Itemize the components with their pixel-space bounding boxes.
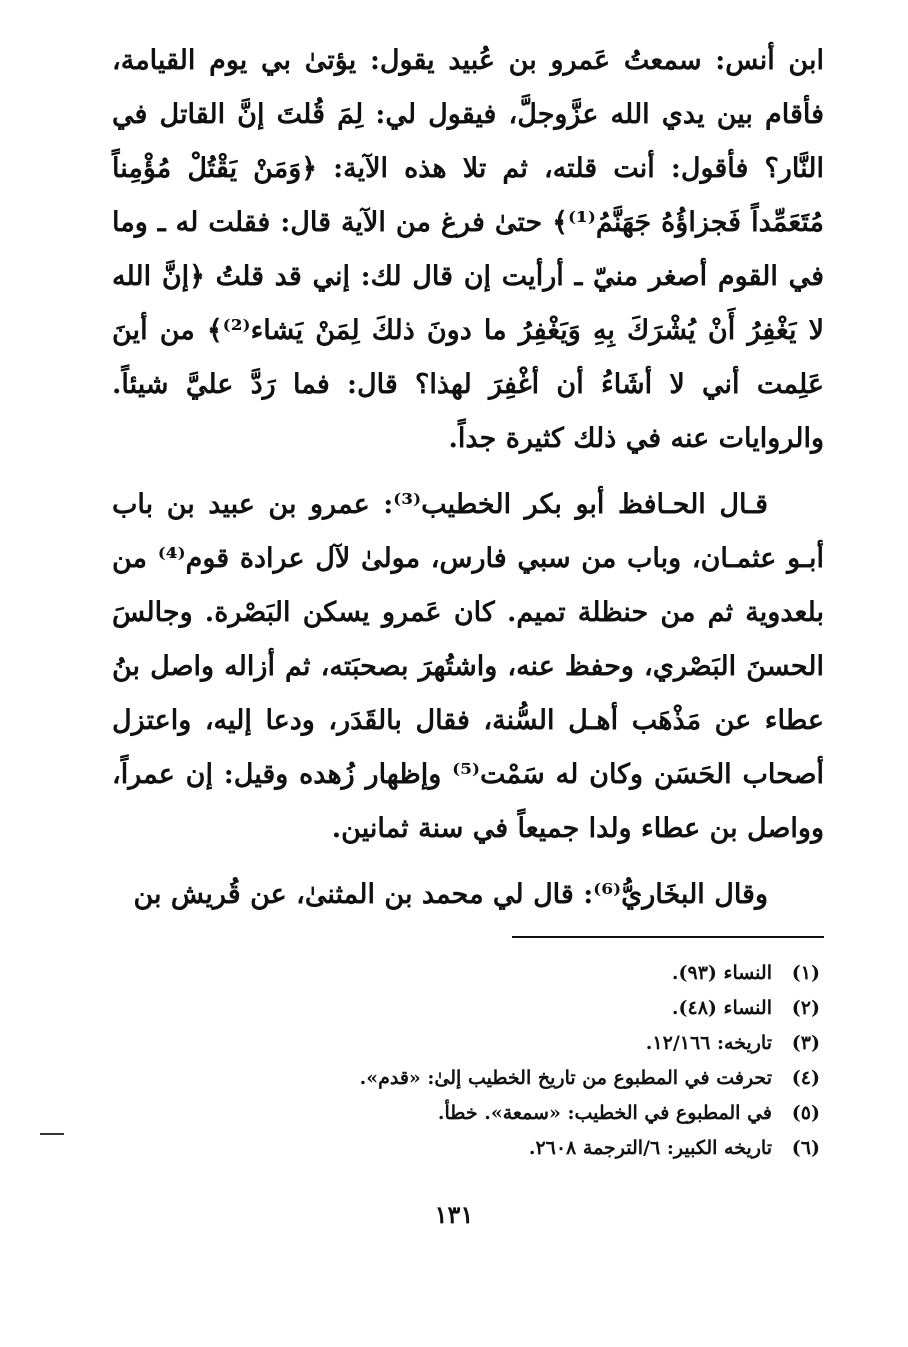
footnote-number: (٢) bbox=[791, 997, 820, 1019]
footnote-6 bbox=[150, 1131, 820, 1166]
footnote-2 bbox=[150, 991, 820, 1026]
footnote-separator bbox=[512, 936, 824, 938]
paragraph-3: وقال البخَاريُّ⁽⁶⁾: قال لي محمد بن المثنىٰ، عن قُريش بن bbox=[133, 879, 768, 910]
footnote-1 bbox=[150, 956, 820, 991]
footnote-number: (١) bbox=[791, 962, 820, 984]
paragraph-2: قـال الحـافظ أبو بكر الخطيب⁽³⁾: عمرو بن عبيد بن باب أبـو عثمـان، وباب من سبي فارس، مولىٰ لآل عرادة قوم⁽⁴⁾ من بلعدوية ثم من حنظلة تميم. كان عَمرو يسكن البَصْرة. وجالسَ الحسنَ البَصْري، وحفظ عنه، واشتُهرَ بصحبَته، ثم أزاله واصل بنُ عطاء عن مَذْهَب أهـل السُّنة، فقال بالقَدَر، ودعا إليه، واعتزل أصحاب الحَسَن وكان له سَمْت⁽⁵⁾ وإظهار زُهده وقيل: إن عمراً، وواصل بن عطاء ولدا جميعاً في سنة ثمانين. bbox=[112, 489, 824, 844]
footnote-text: تاريخه الكبير: ٦/الترجمة ٢٦٠٨. bbox=[528, 1137, 772, 1159]
footnote-number: (٦) bbox=[791, 1137, 820, 1159]
footnote-text: تحرفت في المطبوع من تاريخ الخطيب إلىٰ: «قدم». bbox=[359, 1067, 772, 1089]
footnote-4 bbox=[150, 1061, 820, 1096]
footnotes bbox=[150, 956, 820, 1166]
footnote-text: النساء (٩٣). bbox=[671, 962, 772, 984]
main-text bbox=[112, 34, 824, 922]
footnote-text: النساء (٤٨). bbox=[671, 997, 772, 1019]
footnote-3 bbox=[150, 1026, 820, 1061]
margin-mark bbox=[40, 1133, 64, 1135]
footnote-5 bbox=[150, 1096, 820, 1131]
footnote-number: (٤) bbox=[791, 1067, 820, 1089]
page-number: ١٣١ bbox=[434, 1200, 474, 1229]
footnote-text: في المطبوع في الخطيب: «سمعة». خطأ. bbox=[437, 1102, 772, 1124]
paragraph-1: ابن أنس: سمعتُ عَمرو بن عُبيد يقول: يؤتىٰ بي يوم القيامة، فأقام بين يدي الله عزَّوجلَّ، فيقول لي: لِمَ قُلتَ إنَّ القاتل في النَّار؟ فأقول: أنت قلته، ثم تلا هذه الآية: ﴿وَمَنْ يَقْتُلْ مُؤْمِناً مُتَعَمِّداً فَجزاؤُهُ جَهَنَّمُ⁽¹⁾﴾ حتىٰ فرغ من الآية قال: فقلت له ـ وما في القوم أصغر منيّ ـ أرأيت إن قال لك: إني قد قلتُ ﴿إنَّ الله لا يَغْفِرُ أَنْ يُشْرَكَ بِهِ وَيَغْفِرُ ما دونَ ذلكَ لِمَنْ يَشاء⁽²⁾﴾ من أينَ عَلِمت أني لا أشَاءُ أن أغْفِرَ لهذا؟ قال: فما رَدَّ عليَّ شيئاً. والروايات عنه في ذلك كثيرة جداً. bbox=[112, 45, 824, 454]
footnote-number: (٣) bbox=[791, 1032, 820, 1054]
footnote-number: (٥) bbox=[791, 1102, 820, 1124]
footnote-text: تاريخه: ١٢/١٦٦. bbox=[645, 1032, 772, 1054]
